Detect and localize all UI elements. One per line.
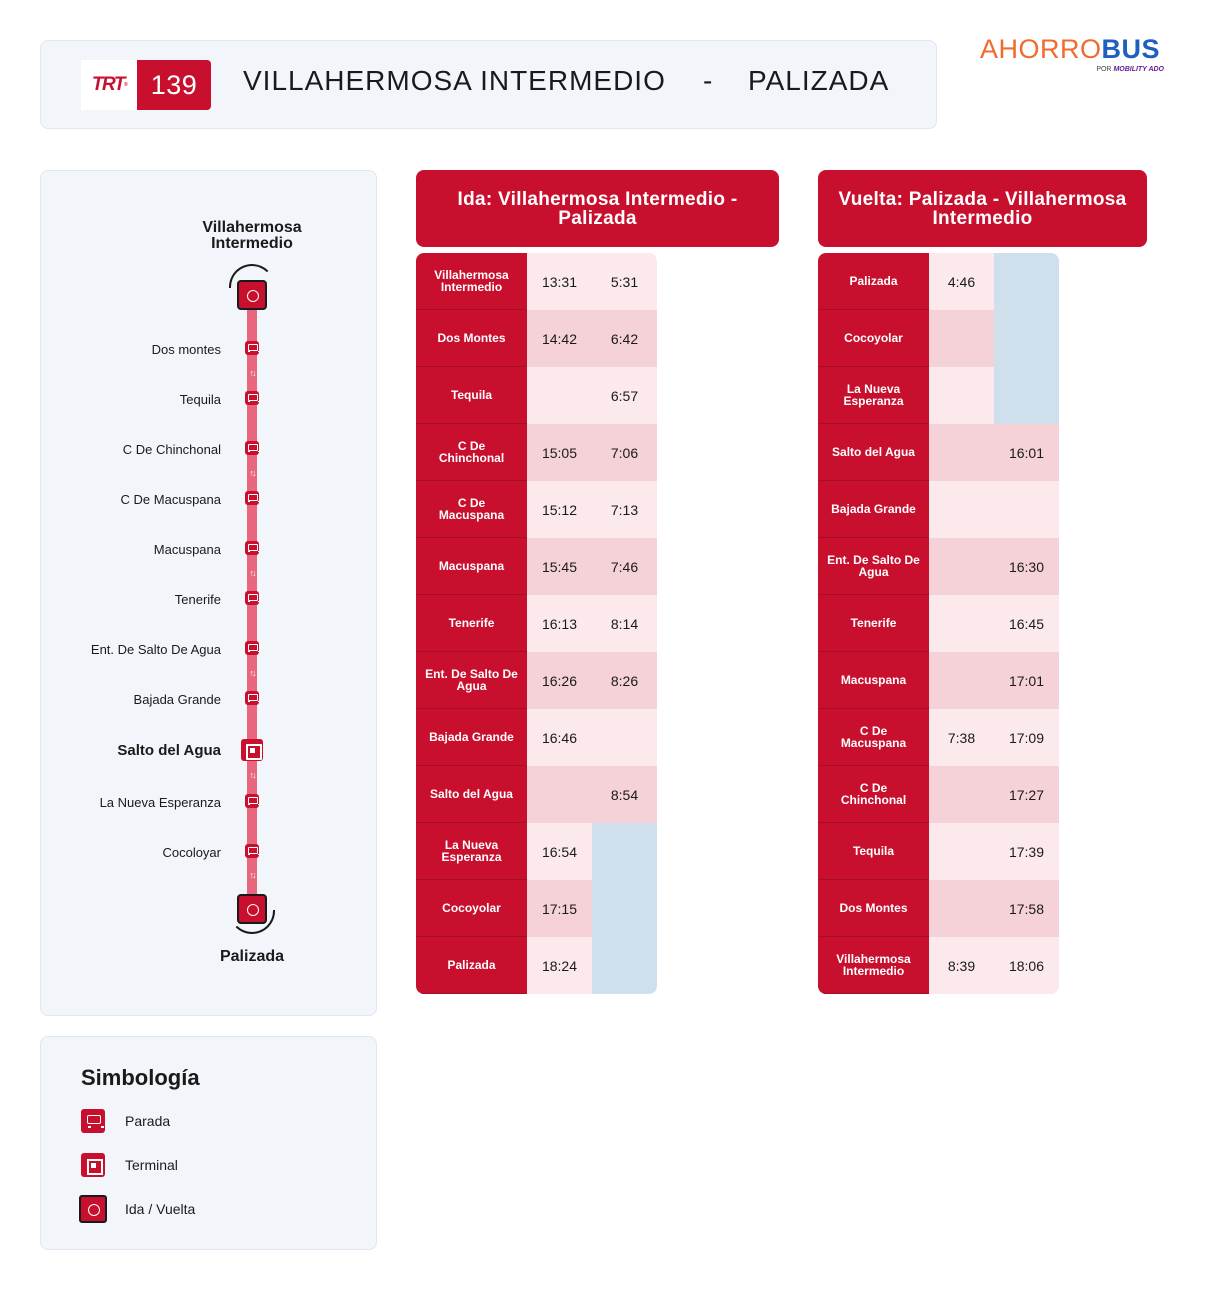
vuelta-schedule-title: Vuelta: Palizada - Villahermosa Intermedio: [818, 170, 1147, 247]
schedule-row: [416, 538, 657, 595]
route-stop: [41, 439, 378, 459]
schedule-row: [416, 823, 657, 880]
legend-label: Ida / Vuelta: [125, 1201, 196, 1217]
departure-time-cell: 16:46: [527, 709, 592, 766]
stop-name-cell: Bajada Grande: [416, 709, 527, 766]
departure-time-cell: 16:54: [527, 823, 592, 880]
schedule-row: [416, 481, 657, 538]
departure-time-cell: 16:26: [527, 652, 592, 709]
departure-time-cell: 6:57: [592, 367, 657, 424]
route-stop: [41, 539, 378, 559]
schedule-row: [416, 652, 657, 709]
departure-time-cell: 18:24: [527, 937, 592, 994]
schedule-row: [416, 766, 657, 823]
schedule-row: [818, 538, 1059, 595]
brand-ahorro: AHORRO: [980, 34, 1102, 64]
stop-name-cell: La Nueva Esperanza: [416, 823, 527, 880]
departure-time-cell: 16:45: [994, 595, 1059, 652]
departure-time-cell: [929, 652, 994, 709]
route-start-line2: Intermedio: [211, 235, 293, 252]
stop-name-cell: Ent. De Salto De Agua: [416, 652, 527, 709]
brand-por: POR: [1096, 66, 1112, 73]
departure-time-cell: 6:42: [592, 310, 657, 367]
legend-title: Simbología: [81, 1065, 200, 1090]
legend-item-parada: [81, 1109, 341, 1135]
route-start-label: [172, 220, 332, 252]
route-stop: [41, 589, 378, 609]
departure-time-cell: 17:01: [994, 652, 1059, 709]
departure-time-cell: 18:06: [994, 937, 1059, 994]
ahorrobus-logo: [980, 34, 1170, 73]
departure-time-cell: 15:12: [527, 481, 592, 538]
stop-label: C De Macuspana: [120, 492, 221, 507]
departure-time-cell: [994, 481, 1059, 538]
route-end-label: Palizada: [219, 948, 285, 965]
departure-time-cell: 17:39: [994, 823, 1059, 880]
departure-time-cell: [929, 880, 994, 937]
stop-name-cell: Cocoyolar: [416, 880, 527, 937]
legend-label: Terminal: [125, 1157, 178, 1173]
legend-panel: [40, 1036, 377, 1250]
stop-label: Dos montes: [151, 342, 221, 357]
schedule-row: [416, 937, 657, 994]
stop-name-cell: Salto del Agua: [416, 766, 527, 823]
trt-logo-text: TRT: [91, 74, 124, 95]
schedule-row: [416, 880, 657, 937]
trt-logo: TRT ®: [81, 60, 137, 110]
bus-stop-icon: [245, 591, 259, 605]
stop-name-cell: C De Chinchonal: [818, 766, 929, 823]
departure-time-cell: 7:46: [592, 538, 657, 595]
stop-label: Macuspana: [153, 542, 221, 557]
departure-time-cell: 7:06: [592, 424, 657, 481]
route-stop: [41, 842, 378, 862]
stop-name-cell: Tequila: [818, 823, 929, 880]
stop-name-cell: C De Macuspana: [818, 709, 929, 766]
stop-name-cell: Tequila: [416, 367, 527, 424]
departure-time-cell: 8:14: [592, 595, 657, 652]
bus-stop-icon: [245, 691, 259, 705]
departure-time-cell: 13:31: [527, 253, 592, 310]
schedule-row: [818, 367, 1059, 424]
schedule-row: [416, 253, 657, 310]
vuelta-schedule-table: [818, 253, 1059, 994]
stop-name-cell: Villahermosa Intermedio: [416, 253, 527, 310]
schedule-row: [818, 481, 1059, 538]
schedule-row: [818, 652, 1059, 709]
bus-stop-icon: [245, 441, 259, 455]
schedule-row: [818, 424, 1059, 481]
departure-time-cell: 16:30: [994, 538, 1059, 595]
route-stop: [41, 389, 378, 409]
departure-time-cell: [592, 880, 657, 937]
ida-schedule-title: Ida: Villahermosa Intermedio - Palizada: [416, 170, 779, 247]
stop-label: Ent. De Salto De Agua: [90, 642, 221, 657]
route-map-panel: [40, 170, 377, 1016]
bus-stop-icon: [245, 341, 259, 355]
route-separator: -: [703, 65, 714, 96]
schedule-row: [416, 595, 657, 652]
departure-time-cell: 17:27: [994, 766, 1059, 823]
stop-name-cell: C De Chinchonal: [416, 424, 527, 481]
stop-name-cell: Tenerife: [818, 595, 929, 652]
stop-label: Tenerife: [174, 592, 221, 607]
departure-time-cell: [592, 937, 657, 994]
stop-name-cell: Macuspana: [818, 652, 929, 709]
direction-arrows-icon: ↑↓: [249, 468, 255, 478]
schedule-row: [818, 709, 1059, 766]
departure-time-cell: 15:05: [527, 424, 592, 481]
departure-time-cell: 17:15: [527, 880, 592, 937]
departure-time-cell: [527, 766, 592, 823]
route-origin: VILLAHERMOSA INTERMEDIO: [243, 65, 666, 96]
departure-time-cell: [929, 538, 994, 595]
stop-name-cell: La Nueva Esperanza: [818, 367, 929, 424]
route-start-line1: Villahermosa: [202, 219, 302, 236]
stop-name-cell: Cocoyolar: [818, 310, 929, 367]
stop-label: C De Chinchonal: [122, 442, 221, 457]
route-stop: [41, 339, 378, 359]
schedule-row: [818, 253, 1059, 310]
departure-time-cell: 8:39: [929, 937, 994, 994]
route-stop: [41, 792, 378, 812]
departure-time-cell: [929, 481, 994, 538]
bus-stop-icon: [245, 794, 259, 808]
schedule-row: [818, 766, 1059, 823]
start-endpoint-icon: [237, 280, 267, 310]
stop-name-cell: Dos Montes: [416, 310, 527, 367]
schedule-row: [416, 310, 657, 367]
departure-time-cell: [994, 367, 1059, 424]
legend-label: Parada: [125, 1113, 171, 1129]
schedule-row: [416, 709, 657, 766]
departure-time-cell: 4:46: [929, 253, 994, 310]
stop-name-cell: Palizada: [818, 253, 929, 310]
stop-name-cell: C De Macuspana: [416, 481, 527, 538]
bus-stop-icon: [245, 491, 259, 505]
schedule-row: [818, 310, 1059, 367]
schedule-row: [818, 937, 1059, 994]
bus-stop-icon: [245, 541, 259, 555]
route-number-badge: 139: [137, 60, 211, 110]
route-stop: [41, 689, 378, 709]
departure-time-cell: [929, 595, 994, 652]
schedule-row: [818, 880, 1059, 937]
schedule-row: [416, 424, 657, 481]
direction-arrows-icon: ↑↓: [249, 568, 255, 578]
departure-time-cell: 17:58: [994, 880, 1059, 937]
stop-name-cell: Salto del Agua: [818, 424, 929, 481]
departure-time-cell: [929, 424, 994, 481]
departure-time-cell: [929, 367, 994, 424]
stop-name-cell: Ent. De Salto De Agua: [818, 538, 929, 595]
brand-bus: BUS: [1101, 34, 1161, 64]
stop-name-cell: Tenerife: [416, 595, 527, 652]
departure-time-cell: [527, 367, 592, 424]
departure-time-cell: [592, 823, 657, 880]
stop-label: Tequila: [179, 392, 221, 407]
stop-name-cell: Bajada Grande: [818, 481, 929, 538]
stop-label: Cocoloyar: [162, 845, 221, 860]
terminal-icon: [241, 739, 263, 761]
direction-arrows-icon: ↑↓: [249, 668, 255, 678]
departure-time-cell: 16:13: [527, 595, 592, 652]
stop-name-cell: Villahermosa Intermedio: [818, 937, 929, 994]
departure-time-cell: [994, 253, 1059, 310]
route-stop: [41, 489, 378, 509]
direction-arrows-icon: ↑↓: [249, 368, 255, 378]
departure-time-cell: [929, 766, 994, 823]
bus-stop-icon: [245, 391, 259, 405]
departure-time-cell: 17:09: [994, 709, 1059, 766]
departure-time-cell: 7:13: [592, 481, 657, 538]
stop-name-cell: Palizada: [416, 937, 527, 994]
stop-name-cell: Macuspana: [416, 538, 527, 595]
route-destination: PALIZADA: [748, 65, 890, 96]
schedule-row: [818, 823, 1059, 880]
legend-item-terminal: [81, 1153, 341, 1179]
departure-time-cell: 14:42: [527, 310, 592, 367]
bus-stop-icon: [81, 1109, 105, 1133]
stop-label: Bajada Grande: [133, 692, 221, 707]
departure-time-cell: 16:01: [994, 424, 1059, 481]
schedule-row: [818, 595, 1059, 652]
departure-time-cell: 8:26: [592, 652, 657, 709]
endpoint-icon: [79, 1195, 107, 1223]
route-terminal: [41, 741, 378, 761]
departure-time-cell: 15:45: [527, 538, 592, 595]
stop-label: La Nueva Esperanza: [99, 795, 221, 810]
route-stop: [41, 639, 378, 659]
departure-time-cell: 8:54: [592, 766, 657, 823]
schedule-row: [416, 367, 657, 424]
departure-time-cell: 5:31: [592, 253, 657, 310]
return-arrow-icon: [229, 910, 275, 934]
ida-schedule-table: [416, 253, 657, 994]
terminal-label: Salto del Agua: [117, 742, 221, 759]
legend-item-ida-vuelta: [81, 1197, 341, 1223]
route-header: [40, 40, 937, 129]
departure-time-cell: [592, 709, 657, 766]
direction-arrows-icon: ↑↓: [249, 870, 255, 880]
direction-arrows-icon: ↑↓: [249, 770, 255, 780]
stop-name-cell: Dos Montes: [818, 880, 929, 937]
terminal-icon: [81, 1153, 105, 1177]
bus-stop-icon: [245, 641, 259, 655]
brand-mobility: MOBILITY ADO: [1113, 66, 1164, 73]
departure-time-cell: [929, 823, 994, 880]
departure-time-cell: 7:38: [929, 709, 994, 766]
bus-stop-icon: [245, 844, 259, 858]
departure-time-cell: [929, 310, 994, 367]
departure-time-cell: [994, 310, 1059, 367]
